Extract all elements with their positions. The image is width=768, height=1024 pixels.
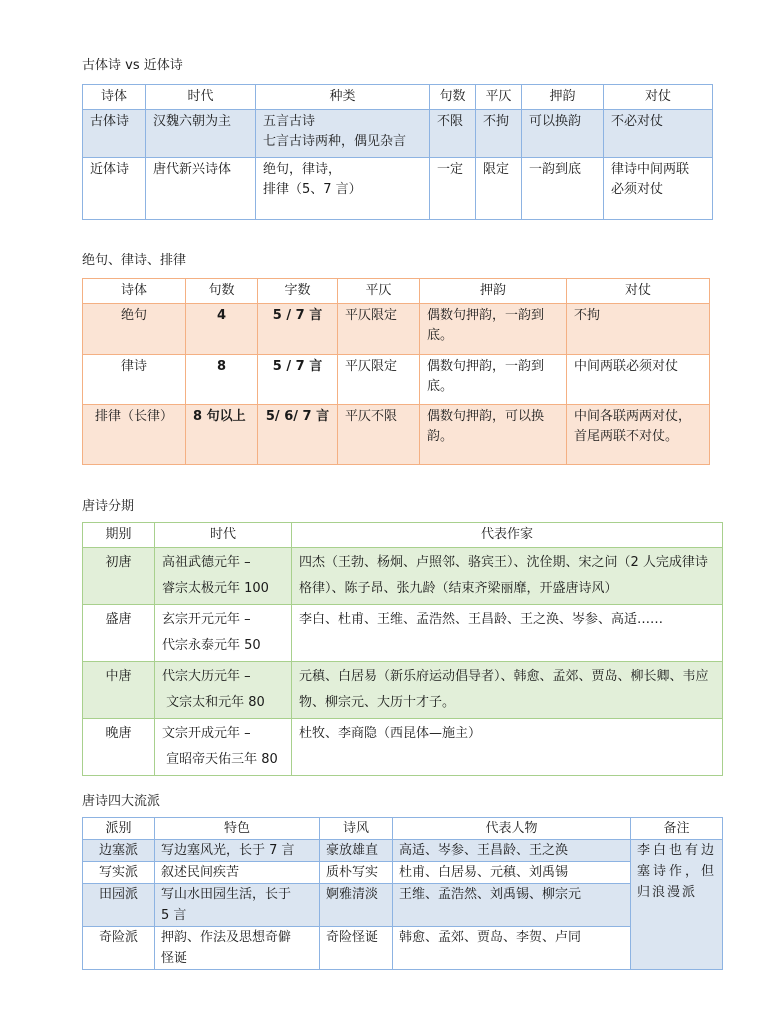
table-cell: 律诗 [83, 355, 186, 405]
header-cell: 代表人物 [393, 818, 631, 840]
header-cell: 字数 [258, 279, 338, 304]
poem-forms-table [82, 278, 710, 465]
table-row [83, 548, 723, 605]
table-cell: 平仄限定 [338, 304, 420, 355]
table-cell: 限定 [476, 158, 522, 220]
header-cell: 诗体 [83, 279, 186, 304]
table-cell: 8 [186, 355, 258, 405]
table-cell: 中间各联两两对仗， 首尾两联不对仗。 [567, 405, 710, 465]
table-cell: 绝句 [83, 304, 186, 355]
table-cell: 不必对仗 [604, 110, 713, 158]
table-row [83, 719, 723, 776]
header-cell: 平仄 [338, 279, 420, 304]
section-title-ancient-vs-modern: 古体诗 vs 近体诗 [82, 58, 183, 73]
table-cell: 初唐 [83, 548, 155, 605]
tang-schools-table [82, 817, 723, 970]
table-cell: 四杰（王勃、杨炯、卢照邻、骆宾王）、沈佺期、宋之问（2 人完成律诗格律）、陈子昂、张九龄（结束齐梁丽靡，开盛唐诗风） [292, 548, 723, 605]
table-cell: 5 / 7 言 [258, 355, 338, 405]
table-cell: 文宗开成元年 – 宣昭帝天佑三年 80 [155, 719, 292, 776]
table-cell: 偶数句押韵，一韵到底。 [420, 355, 567, 405]
table-cell: 韩愈、孟郊、贾岛、李贺、卢同 [393, 927, 631, 970]
table-cell: 一定 [430, 158, 476, 220]
table-cell: 写边塞风光，长于 7 言 [155, 840, 320, 862]
table-row [83, 884, 723, 927]
table-cell: 边塞派 [83, 840, 155, 862]
table-cell: 豪放雄直 [320, 840, 393, 862]
table-cell: 近体诗 [83, 158, 146, 220]
table-row [83, 662, 723, 719]
header-cell: 句数 [186, 279, 258, 304]
header-cell: 备注 [631, 818, 723, 840]
table-cell: 平仄限定 [338, 355, 420, 405]
table-cell: 元稹、白居易（新乐府运动倡导者）、韩愈、孟郊、贾岛、柳长卿、韦应物、柳宗元、大历十才子。 [292, 662, 723, 719]
table-cell: 偶数句押韵，可以换韵。 [420, 405, 567, 465]
table-header-row [83, 279, 710, 304]
section-title-poem-forms: 绝句、律诗、排律 [82, 253, 187, 268]
table-row [83, 158, 713, 220]
table-row [83, 110, 713, 158]
table-row [83, 840, 723, 862]
header-cell: 时代 [146, 85, 256, 110]
header-cell: 时代 [155, 523, 292, 548]
table-cell: 代宗大历元年 – 文宗太和元年 80 [155, 662, 292, 719]
table-cell: 高适、岑参、王昌龄、王之涣 [393, 840, 631, 862]
table-cell: 8 句以上 [186, 405, 258, 465]
section-title-tang-schools: 唐诗四大流派 [82, 794, 161, 809]
table-cell: 唐代新兴诗体 [146, 158, 256, 220]
header-cell: 对仗 [567, 279, 710, 304]
table-cell: 中间两联必须对仗 [567, 355, 710, 405]
table-header-row [83, 85, 713, 110]
table-cell: 玄宗开元元年 – 代宗永泰元年 50 [155, 605, 292, 662]
header-cell: 平仄 [476, 85, 522, 110]
table-cell: 不拘 [476, 110, 522, 158]
table-cell: 晚唐 [83, 719, 155, 776]
table-cell: 奇险怪诞 [320, 927, 393, 970]
ancient-vs-modern-table [82, 84, 713, 220]
table-row [83, 405, 710, 465]
header-cell: 诗风 [320, 818, 393, 840]
table-cell: 质朴写实 [320, 862, 393, 884]
table-cell: 律诗中间两联 必须对仗 [604, 158, 713, 220]
header-cell: 诗体 [83, 85, 146, 110]
table-cell: 高祖武德元年 – 睿宗太极元年 100 [155, 548, 292, 605]
table-row [83, 605, 723, 662]
table-cell: 绝句，律诗， 排律（5、7 言） [256, 158, 430, 220]
header-cell: 押韵 [522, 85, 604, 110]
table-cell: 不拘 [567, 304, 710, 355]
table-cell: 杜甫、白居易、元稹、刘禹锡 [393, 862, 631, 884]
table-header-row [83, 818, 723, 840]
table-cell: 王维、孟浩然、刘禹锡、柳宗元 [393, 884, 631, 927]
table-row [83, 355, 710, 405]
table-cell: 汉魏六朝为主 [146, 110, 256, 158]
table-cell: 平仄不限 [338, 405, 420, 465]
header-cell: 派别 [83, 818, 155, 840]
table-cell: 盛唐 [83, 605, 155, 662]
table-cell: 排律（长律） [83, 405, 186, 465]
table-cell: 古体诗 [83, 110, 146, 158]
header-cell: 特色 [155, 818, 320, 840]
table-cell: 奇险派 [83, 927, 155, 970]
table-cell: 不限 [430, 110, 476, 158]
tang-periods-table [82, 522, 723, 776]
table-cell: 写实派 [83, 862, 155, 884]
table-row [83, 927, 723, 970]
table-cell: 写山水田园生活，长于 5 言 [155, 884, 320, 927]
table-cell: 李白、杜甫、王维、孟浩然、王昌龄、王之涣、岑参、高适…… [292, 605, 723, 662]
table-cell: 5/ 6/ 7 言 [258, 405, 338, 465]
table-row [83, 304, 710, 355]
table-cell: 中唐 [83, 662, 155, 719]
table-cell: 偶数句押韵，一韵到底。 [420, 304, 567, 355]
header-cell: 押韵 [420, 279, 567, 304]
table-cell: 田园派 [83, 884, 155, 927]
header-cell: 句数 [430, 85, 476, 110]
header-cell: 代表作家 [292, 523, 723, 548]
table-cell: 婀雅清淡 [320, 884, 393, 927]
table-row [83, 862, 723, 884]
header-cell: 种类 [256, 85, 430, 110]
table-header-row [83, 523, 723, 548]
table-cell: 一韵到底 [522, 158, 604, 220]
table-cell: 杜牧、李商隐（西昆体—施主） [292, 719, 723, 776]
table-cell: 叙述民间疾苦 [155, 862, 320, 884]
header-cell: 对仗 [604, 85, 713, 110]
table-cell: 可以换韵 [522, 110, 604, 158]
table-cell: 五言古诗 七言古诗两种，偶见杂言 [256, 110, 430, 158]
table-cell: 4 [186, 304, 258, 355]
header-cell: 期别 [83, 523, 155, 548]
table-cell: 押韵、作法及思想奇僻 怪诞 [155, 927, 320, 970]
table-cell: 5 / 7 言 [258, 304, 338, 355]
section-title-tang-periods: 唐诗分期 [82, 499, 135, 514]
note-cell: 李白也有边塞诗作，但归浪漫派 [631, 840, 723, 970]
